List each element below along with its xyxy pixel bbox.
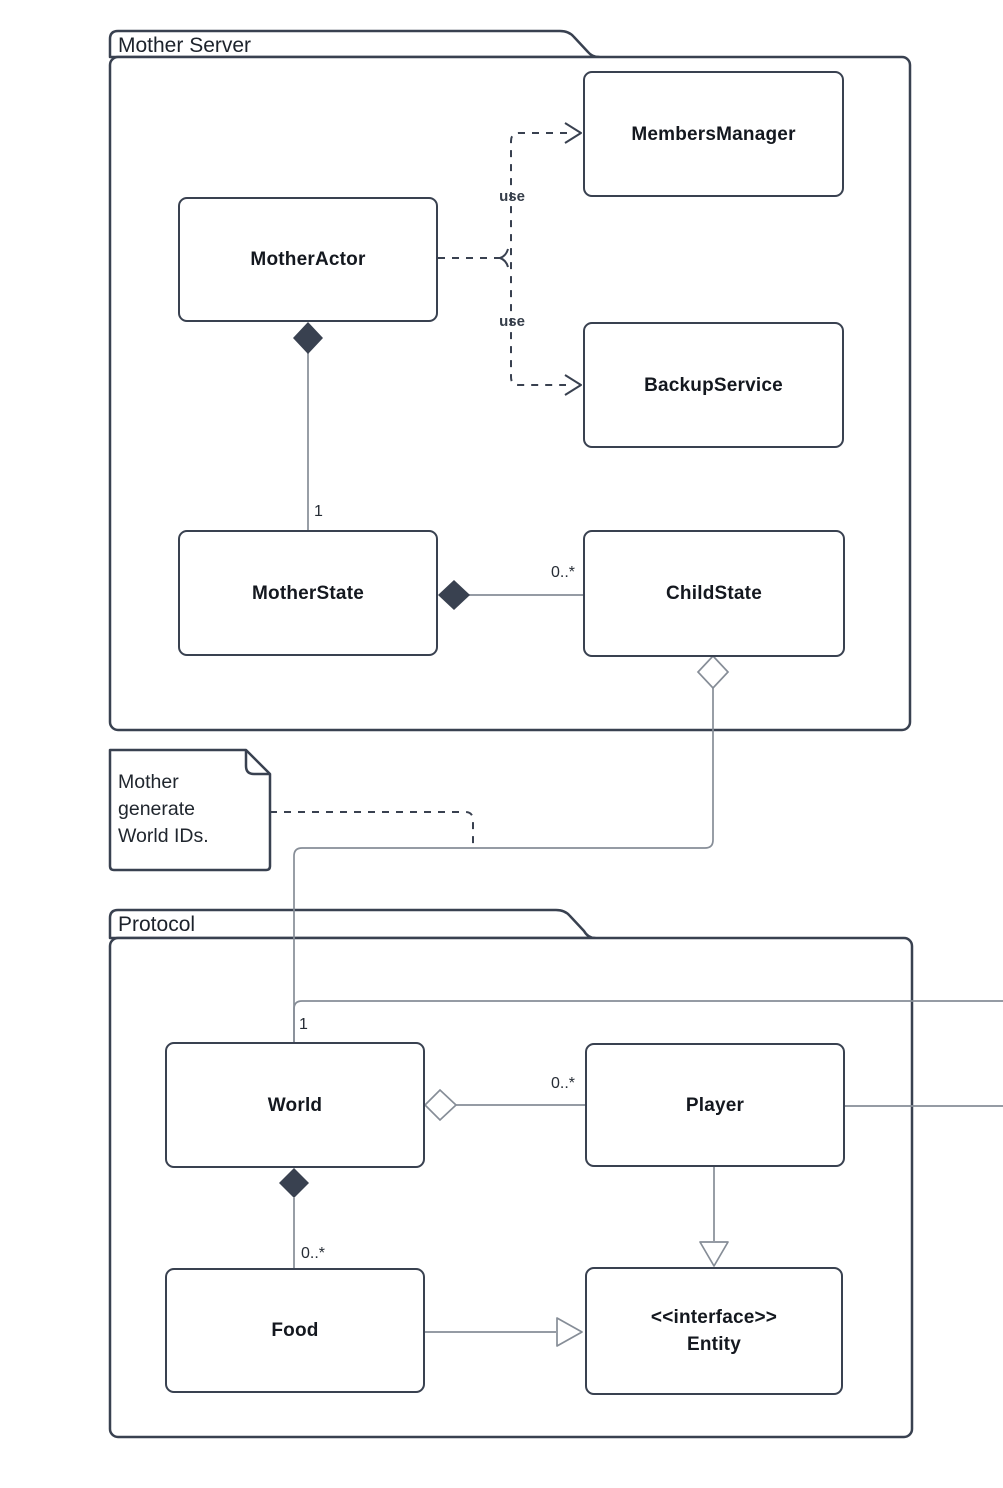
multiplicity-many-food: 0..* xyxy=(301,1245,326,1262)
class-title: MembersManager xyxy=(631,123,796,145)
class-title: BackupService xyxy=(644,374,783,396)
class-childstate[interactable] xyxy=(583,530,845,657)
class-title: Player xyxy=(685,1094,745,1116)
class-world[interactable] xyxy=(165,1042,425,1168)
multiplicity-many-player: 0..* xyxy=(551,1075,576,1092)
class-title: MotherActor xyxy=(250,249,366,270)
class-backupservice[interactable] xyxy=(583,322,844,448)
multiplicity-one-world: 1 xyxy=(299,1016,308,1033)
package-label-protocol: Protocol xyxy=(118,913,196,936)
class-food[interactable] xyxy=(165,1268,425,1393)
class-title: MotherState xyxy=(252,582,364,604)
class-motheractor[interactable] xyxy=(178,197,438,322)
class-stereotype: <<interface>> xyxy=(650,1307,778,1328)
class-title: Entity xyxy=(687,1334,741,1355)
class-motherstate[interactable] xyxy=(178,530,438,656)
class-title: ChildState xyxy=(666,583,762,604)
note-text-line: generate xyxy=(118,798,195,820)
class-entity[interactable] xyxy=(585,1267,843,1395)
multiplicity-many-childstate: 0..* xyxy=(551,564,576,581)
use-label-membersmanager: use xyxy=(499,188,525,205)
class-title: World xyxy=(267,1094,323,1116)
multiplicity-one-motherstate: 1 xyxy=(314,503,323,520)
note-text-line: World IDs. xyxy=(118,825,209,847)
package-label-mother-server: Mother Server xyxy=(118,34,252,57)
note-text xyxy=(118,769,258,850)
class-membersmanager[interactable] xyxy=(583,71,844,197)
note-text-line: Mother xyxy=(118,771,179,793)
class-player[interactable] xyxy=(585,1043,845,1167)
use-label-backupservice: use xyxy=(499,313,525,330)
class-title: Food xyxy=(271,1320,319,1341)
note-anchor-line[interactable] xyxy=(270,812,473,847)
